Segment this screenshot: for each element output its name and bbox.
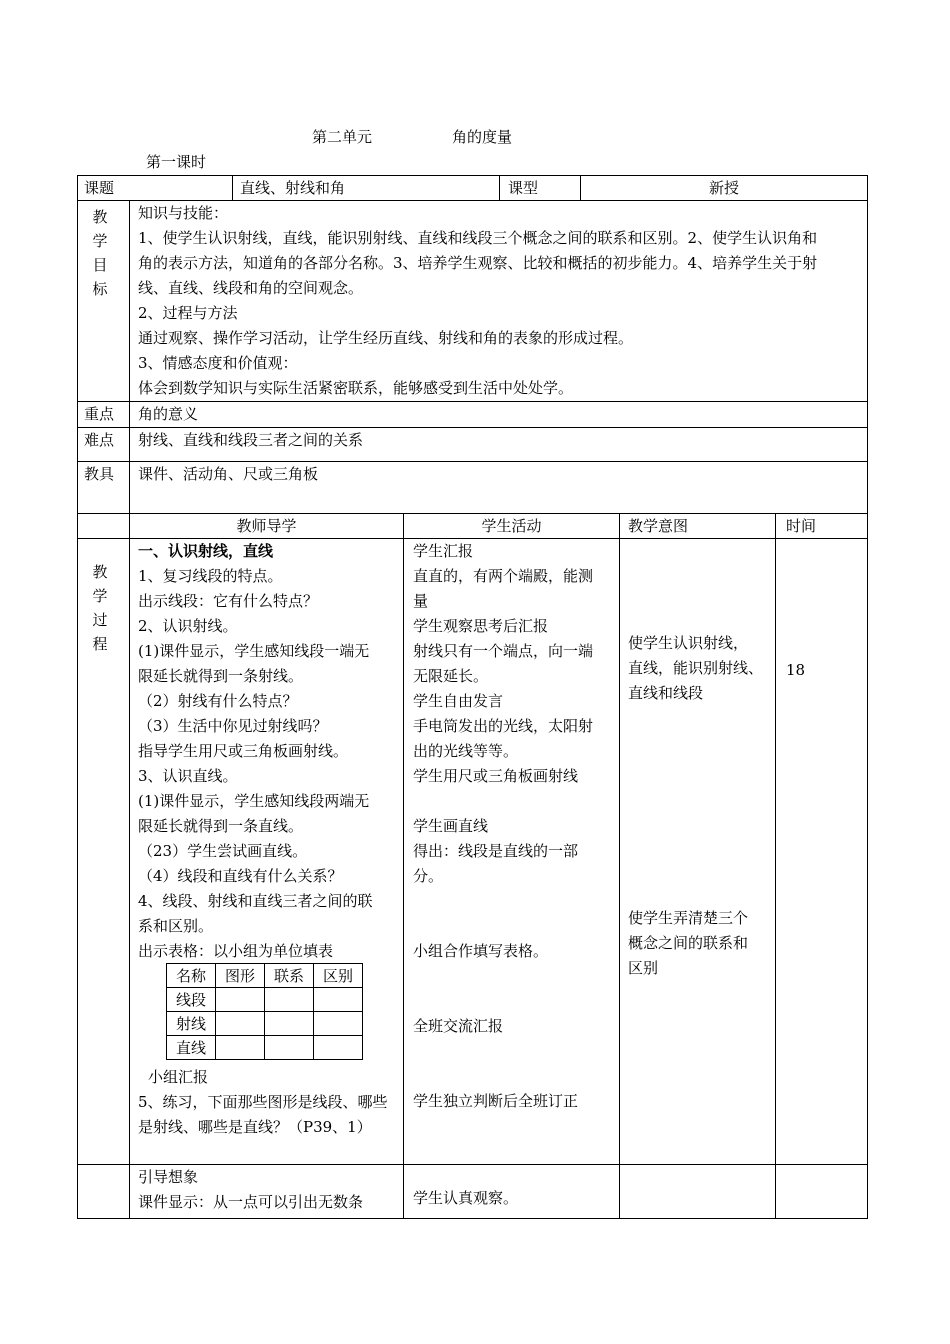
intent-line: 使学生弄清楚三个 [628, 909, 749, 927]
student-line: 出的光线等等。 [413, 742, 519, 760]
mini-table-header: 联系 [265, 964, 314, 988]
teacher-line: 出示表格：以小组为单位填表 [138, 942, 334, 960]
goals-line: 线、直线、线段和角的空间观念。 [138, 279, 364, 297]
goals-line: 通过观察、操作学习活动，让学生经历直线、射线和角的表象的形成过程。 [138, 329, 634, 347]
teacher-line: （4）线段和直线有什么关系？ [138, 867, 343, 885]
time-value: 18 [786, 661, 806, 679]
goals-line: 1、使学生认识射线，直线，能识别射线、直线和线段三个概念之间的联系和区别。2、使学生认识角和 [138, 229, 818, 247]
teacher-line: （23）学生尝试画直线。 [138, 842, 308, 860]
goals-line: 体会到数学知识与实际生活紧密联系，能够感受到生活中处处学。 [138, 379, 574, 397]
student-line: 学生观察思考后汇报 [413, 617, 549, 635]
col-divider [619, 513, 620, 1219]
student-line: 学生汇报 [413, 542, 474, 560]
intent-line: 使学生认识射线， [628, 634, 749, 652]
header-teacher: 教师导学 [236, 517, 297, 535]
teacher-line: （3）生活中你见过射线吗？ [138, 717, 328, 735]
mini-table-row-label: 直线 [167, 1036, 216, 1060]
tools-value: 课件、活动角、尺或三角板 [138, 465, 319, 483]
teacher-line: 指导学生用尺或三角板画射线。 [138, 742, 349, 760]
mini-table-cell [216, 1036, 265, 1060]
mini-table-header: 名称 [167, 964, 216, 988]
col-divider [775, 513, 776, 1219]
intent-line: 直线，能识别射线、 [628, 659, 764, 677]
student-line: 量 [413, 592, 429, 610]
teacher-line: 4、线段、射线和直线三者之间的联 [138, 892, 373, 910]
table-border [77, 1218, 868, 1219]
teacher-line: 3、认识直线。 [138, 767, 238, 785]
header-time: 时间 [786, 517, 817, 535]
teacher-line: 出示线段：它有什么特点？ [138, 592, 319, 610]
student-line: 全班交流汇报 [413, 1017, 504, 1035]
mini-table-header: 区别 [314, 964, 363, 988]
mini-table-cell [314, 988, 363, 1012]
type-label: 课型 [508, 179, 539, 197]
teacher-line: 5、练习，下面那些图形是线段、哪些 [138, 1093, 388, 1111]
last-student-line: 学生认真观察。 [413, 1189, 519, 1207]
header-student: 学生活动 [481, 517, 542, 535]
mini-table-cell [314, 1036, 363, 1060]
teacher-line: （2）射线有什么特点？ [138, 692, 298, 710]
mini-table-header: 图形 [216, 964, 265, 988]
key-point-label: 重点 [84, 405, 115, 423]
goals-line: 3、情感态度和价值观： [138, 354, 298, 372]
last-teacher-line: 课件显示：从一点可以引出无数条 [138, 1193, 364, 1211]
mini-table-row-label: 线段 [167, 988, 216, 1012]
mini-table-cell [216, 1012, 265, 1036]
course-value: 直线、射线和角 [240, 179, 346, 197]
table-border [77, 175, 78, 1219]
student-line: 学生自由发言 [413, 692, 504, 710]
type-value: 新授 [708, 179, 739, 197]
col-divider [232, 175, 233, 201]
topic-title: 角的度量 [452, 128, 513, 146]
teacher-line: 限延长就得到一条射线。 [138, 667, 304, 685]
student-line: 得出：线段是直线的一部 [413, 842, 579, 860]
difficulty-label: 难点 [84, 431, 115, 449]
course-label: 课题 [84, 179, 115, 197]
lesson-label: 第一课时 [146, 153, 207, 171]
intent-line: 区别 [628, 959, 659, 977]
key-point-value: 角的意义 [138, 405, 199, 423]
teacher-line: 一、认识射线，直线 [138, 542, 274, 560]
student-line: 手电筒发出的光线，太阳射 [413, 717, 594, 735]
student-line: 学生用尺或三角板画射线 [413, 767, 579, 785]
goals-line: 2、过程与方法 [138, 304, 238, 322]
student-line: 无限延长。 [413, 667, 489, 685]
tools-label: 教具 [84, 465, 115, 483]
student-line: 学生独立判断后全班订正 [413, 1092, 579, 1110]
goals-line: 知识与技能： [138, 204, 229, 222]
teacher-line: 系和区别。 [138, 917, 214, 935]
header-intent: 教学意图 [628, 517, 689, 535]
goals-line: 角的表示方法，知道角的各部分名称。3、培养学生观察、比较和概括的初步能力。4、培养学生关于射 [138, 254, 818, 272]
student-line: 射线只有一个端点，向一端 [413, 642, 594, 660]
mini-table-cell [265, 1036, 314, 1060]
mini-table-cell [265, 1012, 314, 1036]
process-label: 教 学 过 程 [92, 563, 108, 653]
col-divider [499, 175, 500, 201]
teacher-line: 2、认识射线。 [138, 617, 238, 635]
last-teacher-line: 引导想象 [138, 1168, 199, 1186]
teacher-line: (1)课件显示，学生感知线段一端无 [138, 642, 370, 660]
difficulty-value: 射线、直线和线段三者之间的关系 [138, 431, 364, 449]
mini-table-cell [265, 988, 314, 1012]
intent-line: 概念之间的联系和 [628, 934, 749, 952]
col-divider [129, 200, 130, 1219]
intent-line: 直线和线段 [628, 684, 704, 702]
goals-label: 教 学 目 标 [92, 208, 108, 298]
mini-table-row-label: 射线 [167, 1012, 216, 1036]
mini-table-cell [216, 988, 265, 1012]
student-line: 直直的，有两个端殿，能测 [413, 567, 594, 585]
teacher-line: 1、复习线段的特点。 [138, 567, 283, 585]
teacher-line: 小组汇报 [148, 1068, 209, 1086]
unit-title: 第二单元 [312, 128, 373, 146]
mini-table [166, 963, 363, 1060]
mini-table-cell [314, 1012, 363, 1036]
student-line: 分。 [413, 867, 444, 885]
col-divider [403, 513, 404, 1219]
student-line: 小组合作填写表格。 [413, 942, 549, 960]
table-border [867, 175, 868, 1219]
teacher-line: 是射线、哪些是直线？（P39、1） [138, 1118, 372, 1136]
teacher-line: (1)课件显示，学生感知线段两端无 [138, 792, 370, 810]
student-line: 学生画直线 [413, 817, 489, 835]
teacher-line: 限延长就得到一条直线。 [138, 817, 304, 835]
